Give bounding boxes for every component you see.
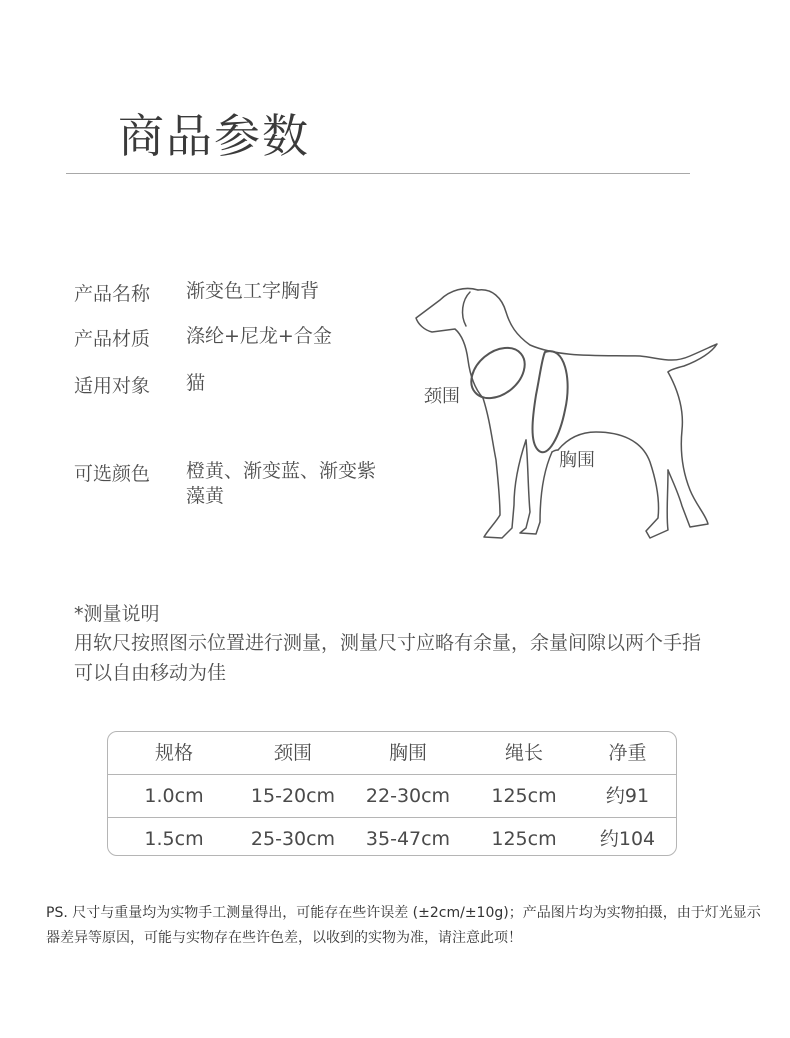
param-label-colors: 可选颜色 xyxy=(74,463,151,485)
param-label-target: 适用对象 xyxy=(74,375,151,397)
table-cell: 125cm xyxy=(491,828,557,850)
table-cell: 约104 xyxy=(599,828,656,850)
table-cell: 1.5cm xyxy=(144,828,204,850)
table-header-row xyxy=(108,732,676,774)
param-value-material: 涤纶+尼龙+合金 xyxy=(186,325,332,347)
ps-disclaimer: PS. 尺寸与重量均为实物手工测量得出，可能存在些许误差 (±2cm/±10g)；产品图片均为实物拍摄，由于灯光显示器差异等原因，可能与实物存在些许色差，以收到的实物为准，请注意此项！ xyxy=(46,905,761,946)
table-header-cell: 颈围 xyxy=(273,742,312,764)
neck-label: 颈围 xyxy=(424,386,460,407)
param-value-colors xyxy=(186,459,376,509)
measure-note-body: 用软尺按照图示位置进行测量，测量尺寸应略有余量，余量间隙以两个手指可以自由移动为佳 xyxy=(74,632,702,684)
spec-table xyxy=(107,731,677,856)
table-header-cell: 净重 xyxy=(608,742,647,764)
param-value-name: 渐变色工字胸背 xyxy=(186,280,320,302)
table-cell: 15-20cm xyxy=(250,785,336,807)
table-cell: 125cm xyxy=(491,785,557,807)
table-cell: 22-30cm xyxy=(365,785,451,807)
measure-note-title: *测量说明 xyxy=(74,603,160,625)
dog-measurement-diagram xyxy=(400,270,740,560)
table-cell: 约91 xyxy=(605,785,650,807)
table-header-cell: 绳长 xyxy=(504,742,543,764)
colors-line-1: 橙黄、渐变蓝、渐变紫 xyxy=(186,460,377,482)
table-row xyxy=(108,817,676,856)
title-divider xyxy=(66,173,690,174)
param-label-name: 产品名称 xyxy=(74,283,151,305)
table-cell: 1.0cm xyxy=(144,785,204,807)
page-title: 商品参数 xyxy=(118,109,310,163)
chest-label: 胸围 xyxy=(559,450,595,471)
table-header-cell: 胸围 xyxy=(388,742,427,764)
colors-line-2: 藻黄 xyxy=(186,485,225,507)
table-cell: 35-47cm xyxy=(365,828,451,850)
param-value-target: 猫 xyxy=(186,372,206,394)
table-header-cell: 规格 xyxy=(154,742,193,764)
table-cell: 25-30cm xyxy=(250,828,336,850)
table-row xyxy=(108,774,676,817)
param-label-material: 产品材质 xyxy=(74,328,151,350)
